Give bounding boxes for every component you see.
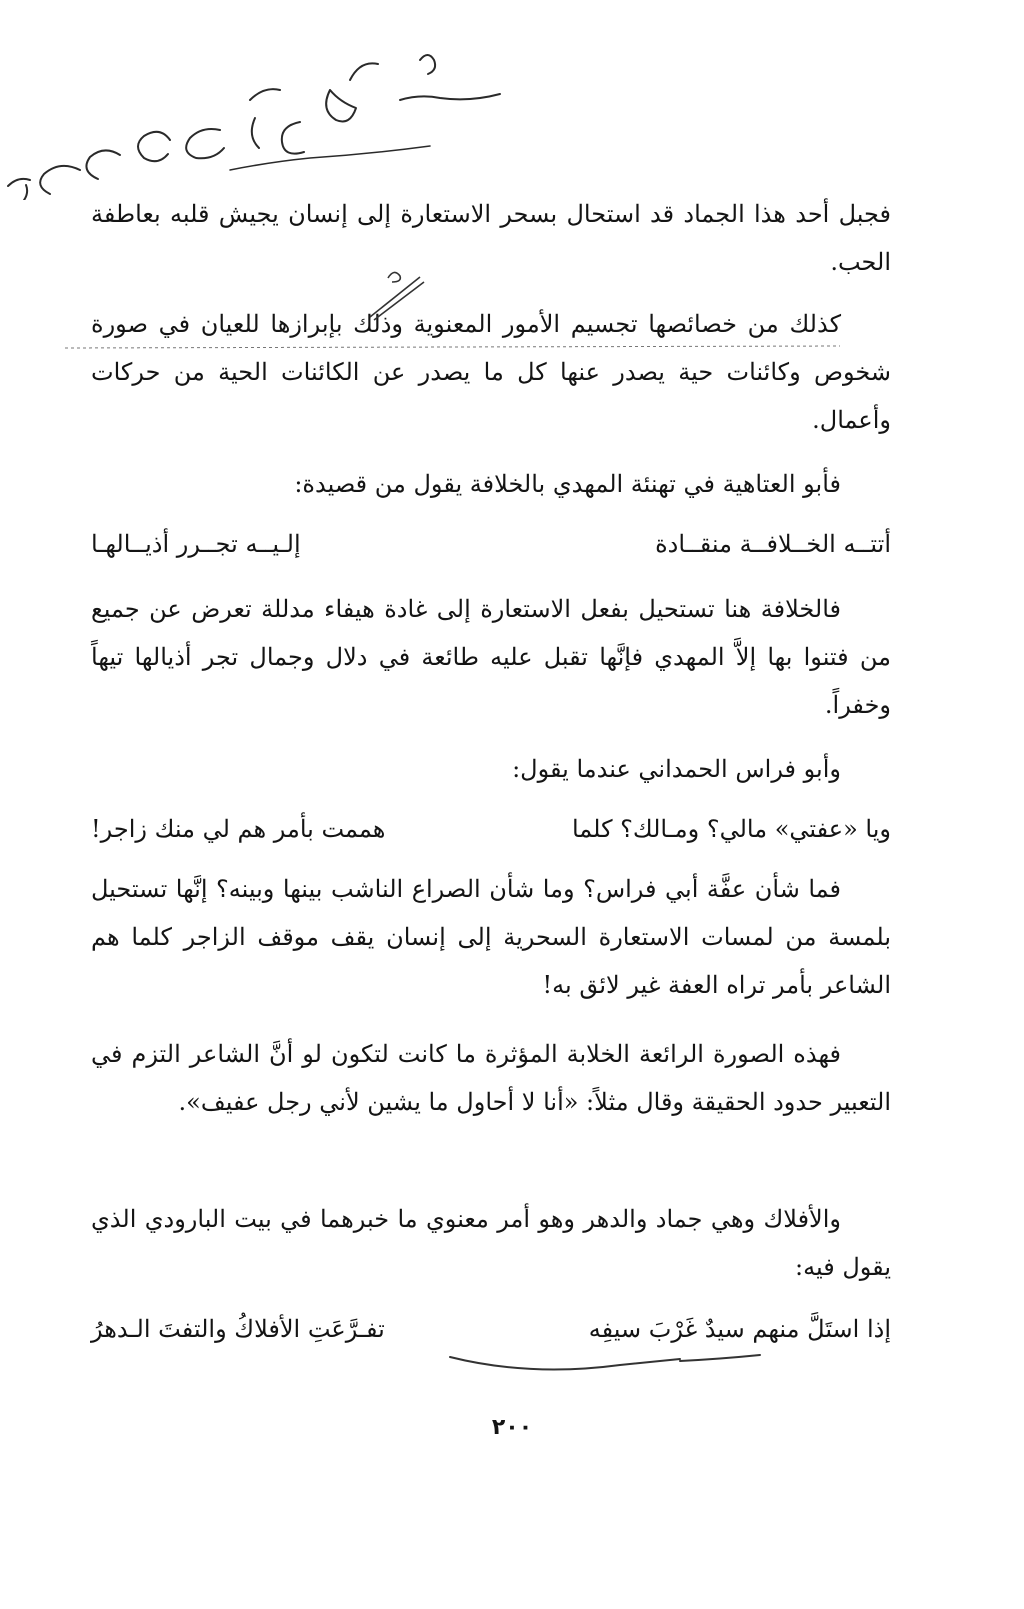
verse-2-first-hemistich: ويا «عفتي» مالي؟ ومـالك؟ كلما xyxy=(571,815,891,843)
verse-2 xyxy=(91,805,891,853)
verse-3-second-hemistich: تفـرَّعَتِ الأفلاكُ والتفتَ الـدهرُ xyxy=(91,1315,385,1343)
paragraph-8: والأفلاك وهي جماد والدهر وهو أمر معنوي ما خبرهما في بيت البارودي الذي يقول فيه: xyxy=(91,1205,891,1281)
paragraph-5: وأبو فراس الحمداني عندما يقول: xyxy=(512,755,841,783)
paragraph-4: فالخلافة هنا تستحيل بفعل الاستعارة إلى غادة هيفاء مدللة تعرض عن جميع من فتنوا بها إلاَّ المهدي فإنَّها تقبل عليه طائعة في دلال وجمال تجر أذيالها تيهاً وخفراً. xyxy=(91,595,891,719)
verse-1-first-hemistich: أتتــه الخــلافــة منقــادة xyxy=(655,530,891,558)
handwriting-scribble xyxy=(0,30,560,200)
paragraph-6: فما شأن عفَّة أبي فراس؟ وما شأن الصراع الناشب بينها وبينه؟ إنَّها تستحيل بلمسة من لمسات الاستعارة السحرية إلى إنسان يقف موقف الزاجر كلما هم الشاعر بأمر تراه العفة غير لائق به! xyxy=(91,875,891,999)
paragraph-2: كذلك من خصائصها تجسيم الأمور المعنوية وذلك بإبرازها للعيان في صورة شخوص وكائنات حية يصدر عنها كل ما يصدر عن الكائنات الحية من حركات وأعمال. xyxy=(91,310,891,434)
verse-3-first-hemistich: إذا استَلَّ منهم سيدٌ غَرْبَ سيفِه xyxy=(588,1315,891,1343)
handwritten-margin-note xyxy=(0,30,560,200)
paragraph-3: فأبو العتاهية في تهنئة المهدي بالخلافة يقول من قصيدة: xyxy=(294,470,841,498)
page-number: ٢٠٠ xyxy=(491,1415,533,1440)
paragraph-1: فجبل أحد هذا الجماد قد استحال بسحر الاستعارة إلى إنسان يجيش قلبه بعاطفة الحب. xyxy=(91,200,891,276)
verse-3 xyxy=(91,1305,891,1353)
verse-1-second-hemistich: إلـيــه تجــرر أذيــالهـا xyxy=(91,530,301,558)
paragraph-7: فهذه الصورة الرائعة الخلابة المؤثرة ما كانت لتكون لو أنَّ الشاعر التزم في التعبير حدود الحقيقة وقال مثلاً: «أنا لا أحاول ما يشين لأني رجل عفيف». xyxy=(91,1040,891,1116)
verse-1 xyxy=(91,520,891,568)
verse-2-second-hemistich: هممت بأمر هم لي منك زاجر! xyxy=(91,815,386,843)
